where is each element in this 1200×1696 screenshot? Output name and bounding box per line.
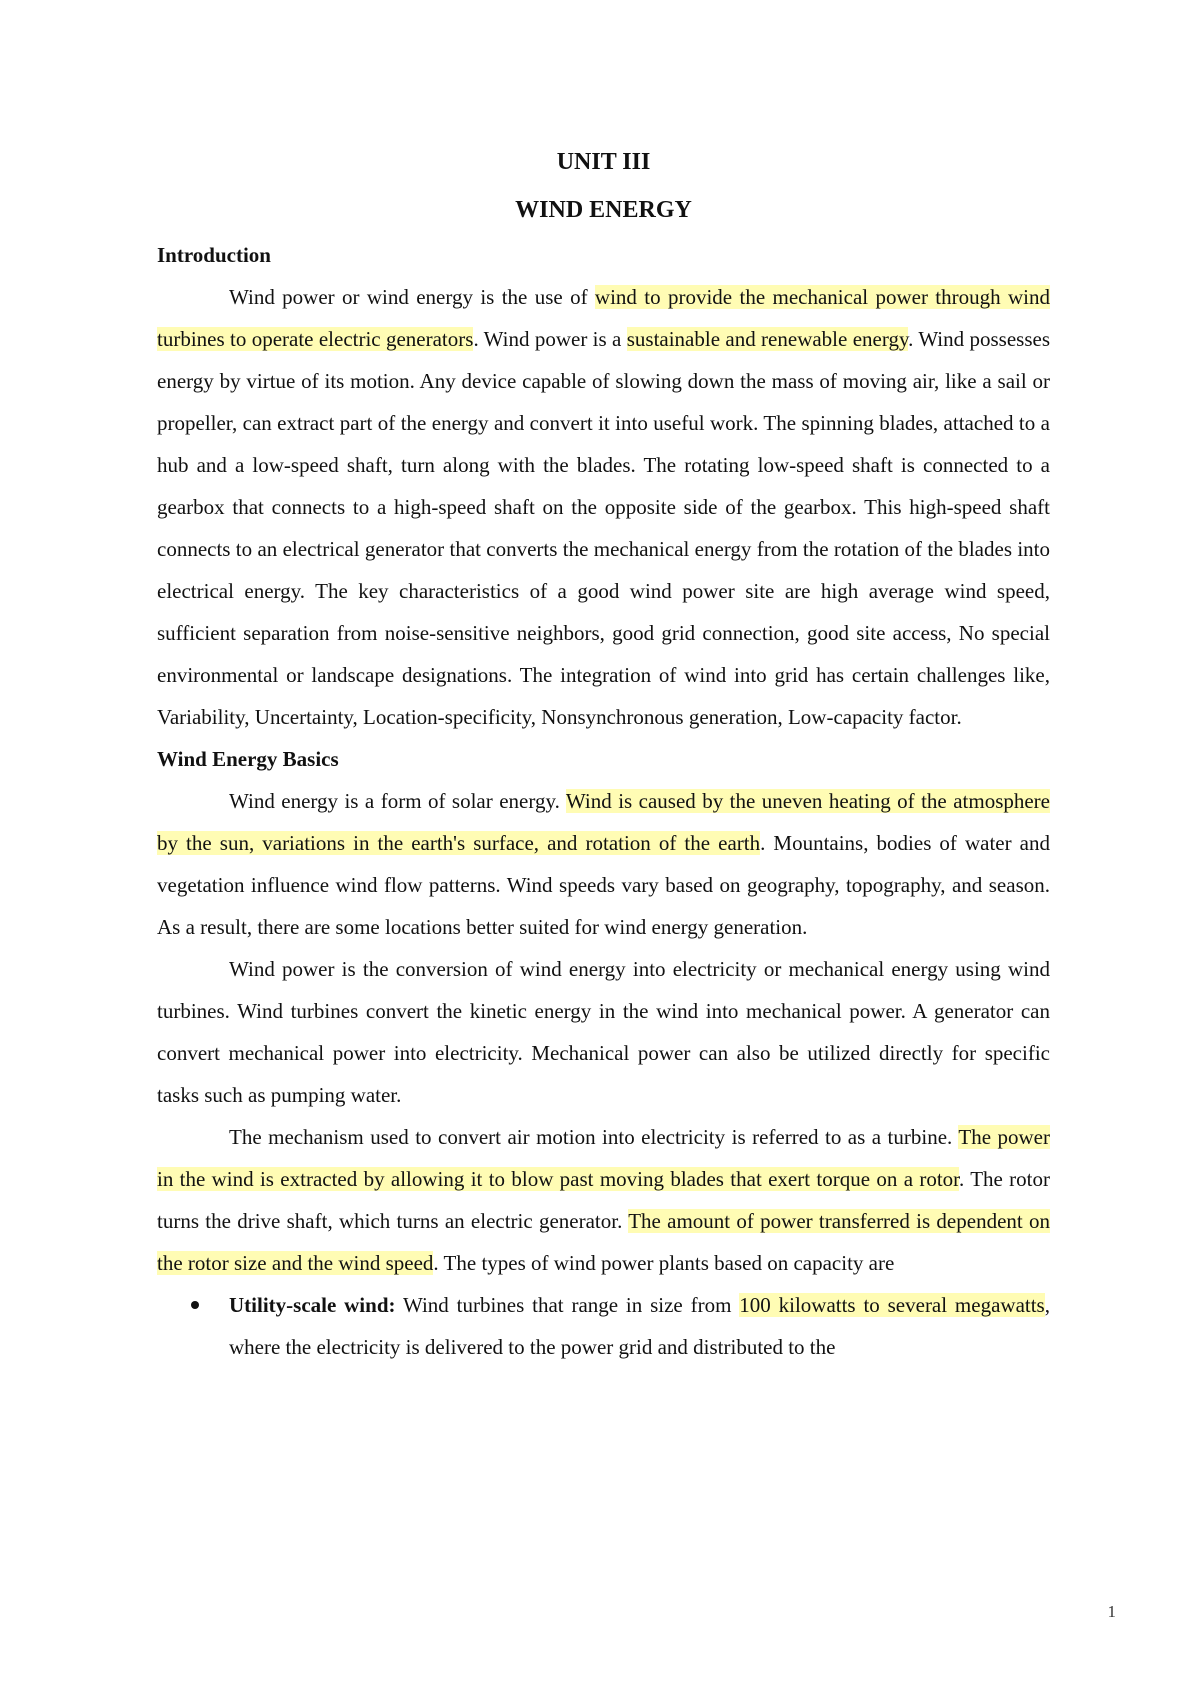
page-number: 1 [1107,1602,1116,1621]
heading-wind-energy-basics: Wind Energy Basics [157,747,339,771]
highlighted-text: 100 kilowatts to several megawatts [739,1293,1045,1317]
highlighted-text: sustainable and renewable energy [626,327,909,351]
text-run: . Mountains, bodies of water and vegetation influence wind flow patterns. Wind speeds vary based on geography, topography, and season. As a result, there are some locations better suited for wind energy generation. [157,831,1050,939]
text-run: Wind turbines that range in size from [395,1293,740,1317]
wind-plant-types-list [157,1284,1050,1368]
text-run: . The rotor turns the drive shaft, which turns an electric generator. [157,1167,1051,1233]
unit-label: UNIT III [556,149,651,175]
list-item [157,1284,1050,1368]
highlighted-text: Wind is caused by the uneven heating of the atmosphere by the sun, variations in the earth's surface, and rotation of the earth [157,789,1051,855]
document-title: WIND ENERGY [515,197,692,223]
text-run: Wind power or wind energy is the use of [229,285,595,309]
highlighted-text: wind to provide the mechanical power through wind turbines to operate electric generators [157,285,1050,351]
text-run: The mechanism used to convert air motion into electricity is referred to as a turbine. [229,1125,959,1149]
text-run: , where the electricity is delivered to the power grid and distributed to the [229,1293,1050,1359]
introduction-paragraph [157,276,1050,738]
heading-introduction: Introduction [157,243,271,267]
basics-paragraph-2 [157,948,1050,1116]
highlighted-text: The power in the wind is extracted by allowing it to blow past moving blades that exert torque on a rotor [157,1125,1050,1191]
highlighted-text: The amount of power transferred is dependent on the rotor size and the wind speed [157,1209,1050,1275]
text-run: Wind energy is a form of solar energy. [229,789,566,813]
text-run: . The types of wind power plants based on capacity are [433,1251,895,1275]
page-content [157,138,1050,1368]
basics-paragraph-3 [157,1116,1050,1284]
text-run: Wind power is the conversion of wind energy into electricity or mechanical energy using wind turbines. Wind turbines convert the kinetic energy in the wind into mechanical power. A generator can convert mechanical power into electricity. Mechanical power can also be utilized directly for specific tasks such as pumping water. [157,957,1050,1107]
basics-paragraph-1 [157,780,1050,948]
list-item-term: Utility-scale wind: [229,1293,396,1317]
bullet-icon [191,1301,199,1309]
text-run: . Wind power is a [473,327,627,351]
text-run: . Wind possesses energy by virtue of its motion. Any device capable of slowing down the mass of moving air, like a sail or propeller, can extract part of the energy and convert it into useful work. The spinning blades, attached to a hub and a low-speed shaft, turn along with the blades. The rotating low-speed shaft is connected to a gearbox that connects to a high-speed shaft on the opposite side of the gearbox. This high-speed shaft connects to an electrical generator that converts the mechanical energy from the rotation of the blades into electrical energy. The key characteristics of a good wind power site are high average wind speed, sufficient separation from noise-sensitive neighbors, good grid connection, good site access, No special environmental or landscape designations. The integration of wind into grid has certain challenges like, Variability, Uncertainty, Location-specificity, Nonsynchronous generation, Low-capacity factor. [157,327,1050,729]
